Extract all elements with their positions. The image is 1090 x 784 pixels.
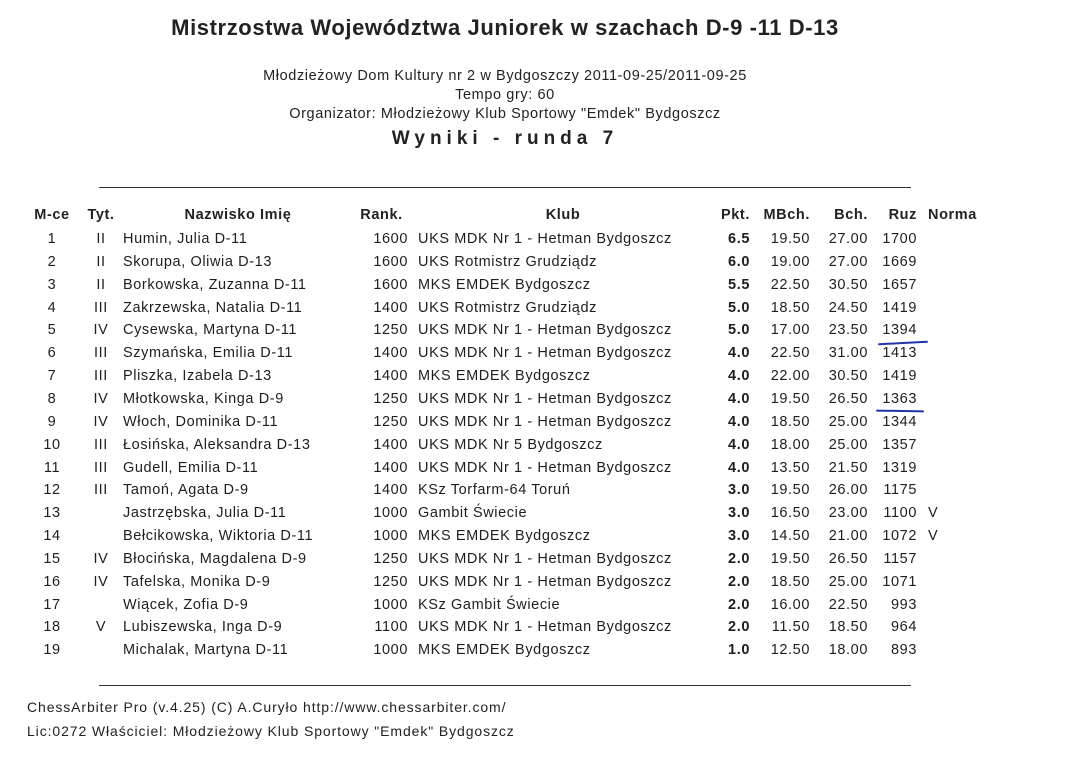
top-divider	[99, 187, 911, 188]
organizer-line: Organizator: Młodzieżowy Klub Sportowy "Emdek" Bydgoszcz	[289, 106, 721, 122]
bch-cell: 27.00	[828, 253, 868, 270]
ruz-cell: 1175	[883, 482, 917, 499]
ruz-cell: 1157	[883, 550, 917, 567]
table-row	[0, 414, 1090, 436]
title-cell: III	[94, 368, 108, 385]
points-cell: 4.0	[728, 436, 750, 453]
points-cell: 6.0	[728, 253, 750, 270]
place-cell: 4	[47, 299, 57, 316]
club-cell: UKS MDK Nr 1 - Hetman Bydgoszcz	[418, 619, 672, 636]
mbch-cell: 16.00	[770, 596, 810, 613]
ruz-cell: 1072	[882, 528, 917, 545]
page-title: Mistrzostwa Województwa Juniorek w szachach D-9 -11 D-13	[171, 15, 839, 40]
rank-cell: 1400	[373, 436, 408, 453]
club-cell: MKS EMDEK Bydgoszcz	[418, 528, 591, 545]
rank-cell: 1400	[373, 345, 408, 362]
points-cell: 4.0	[728, 459, 750, 476]
points-cell: 4.0	[728, 390, 750, 407]
title-cell: IV	[93, 550, 109, 567]
ruz-cell: 1419	[882, 299, 917, 316]
club-cell: KSz Gambit Świecie	[418, 596, 561, 613]
place-cell: 10	[43, 436, 61, 453]
table-row	[0, 619, 1090, 641]
bch-cell: 22.50	[828, 596, 868, 613]
ruz-cell: 1700	[882, 231, 917, 247]
place-cell: 16	[43, 573, 61, 590]
points-cell: 2.0	[728, 573, 750, 590]
points-cell: 2.0	[728, 619, 750, 636]
mbch-cell: 12.50	[770, 642, 810, 659]
col-header-points: Pkt.	[721, 207, 750, 223]
player-name-cell: Skorupa, Oliwia D-13	[123, 253, 272, 270]
place-cell: 12	[43, 482, 61, 499]
norm-cell: V	[928, 528, 939, 545]
place-cell: 6	[47, 345, 57, 362]
points-cell: 3.0	[728, 482, 750, 499]
ruz-cell: 1394	[882, 322, 917, 339]
bch-cell: 21.00	[828, 528, 868, 545]
bch-cell: 30.50	[828, 276, 868, 293]
table-row	[0, 391, 1090, 413]
mbch-cell: 18.50	[770, 573, 810, 590]
points-cell: 6.5	[728, 231, 750, 247]
title-cell: III	[94, 345, 108, 362]
table-row	[0, 460, 1090, 482]
player-name-cell: Lubiszewska, Inga D-9	[123, 619, 283, 636]
player-name-cell: Błocińska, Magdalena D-9	[123, 550, 307, 567]
player-name-cell: Tamoń, Agata D-9	[123, 482, 249, 499]
mbch-cell: 11.50	[771, 619, 810, 636]
table-row	[0, 300, 1090, 322]
col-header-norm: Norma	[928, 207, 977, 223]
col-header-mbch: MBch.	[763, 207, 810, 223]
mbch-cell: 22.50	[770, 276, 810, 293]
venue-line: Młodzieżowy Dom Kultury nr 2 w Bydgoszczy 2011-09-25/2011-09-25	[263, 68, 747, 84]
points-cell: 5.5	[728, 276, 750, 293]
player-name-cell: Wiącek, Zofia D-9	[123, 596, 249, 613]
player-name-cell: Michalak, Martyna D-11	[123, 642, 289, 659]
rank-cell: 1600	[373, 276, 408, 293]
rank-cell: 1000	[373, 596, 408, 613]
place-cell: 19	[43, 642, 61, 659]
mbch-cell: 19.50	[770, 482, 810, 499]
club-cell: KSz Torfarm-64 Toruń	[418, 482, 571, 499]
ruz-cell: 1669	[882, 253, 917, 270]
club-cell: UKS MDK Nr 1 - Hetman Bydgoszcz	[418, 573, 672, 590]
bch-cell: 26.50	[828, 550, 868, 567]
bch-cell: 25.00	[828, 413, 868, 430]
rank-cell: 1000	[373, 505, 408, 522]
player-name-cell: Jastrzębska, Julia D-11	[123, 505, 287, 522]
club-cell: UKS MDK Nr 1 - Hetman Bydgoszcz	[418, 459, 672, 476]
rank-cell: 1250	[373, 322, 408, 339]
rank-cell: 1600	[373, 231, 408, 247]
table-row	[0, 642, 1090, 664]
title-cell: V	[95, 619, 107, 636]
table-row	[0, 574, 1090, 596]
bch-cell: 25.00	[828, 573, 868, 590]
player-name-cell: Borkowska, Zuzanna D-11	[123, 276, 307, 293]
table-row	[0, 254, 1090, 276]
title-cell: IV	[93, 322, 109, 339]
bch-cell: 30.50	[828, 368, 868, 385]
bch-cell: 18.00	[828, 642, 868, 659]
rank-cell: 1250	[373, 573, 408, 590]
col-header-ruz: Ruz	[888, 207, 917, 223]
bch-cell: 23.50	[828, 322, 868, 339]
points-cell: 1.0	[728, 642, 750, 659]
col-header-place: M-ce	[34, 207, 70, 223]
place-cell: 15	[43, 550, 61, 567]
points-cell: 5.0	[728, 299, 750, 316]
rank-cell: 1400	[373, 368, 408, 385]
club-cell: UKS MDK Nr 1 - Hetman Bydgoszcz	[418, 390, 672, 407]
rank-cell: 1400	[373, 299, 408, 316]
club-cell: UKS Rotmistrz Grudziądz	[418, 253, 597, 270]
rank-cell: 1000	[373, 642, 408, 659]
player-name-cell: Gudell, Emilia D-11	[123, 459, 259, 476]
points-cell: 3.0	[728, 505, 750, 522]
table-row	[0, 551, 1090, 573]
table-row	[0, 597, 1090, 619]
place-cell: 1	[47, 231, 57, 247]
points-cell: 4.0	[728, 413, 750, 430]
ruz-cell: 1071	[882, 573, 917, 590]
ruz-cell: 1363	[882, 390, 917, 407]
place-cell: 3	[47, 276, 57, 293]
title-cell: III	[94, 299, 108, 316]
title-cell: IV	[93, 390, 109, 407]
points-cell: 4.0	[728, 345, 750, 362]
club-cell: MKS EMDEK Bydgoszcz	[418, 368, 591, 385]
ruz-cell: 993	[891, 596, 917, 613]
mbch-cell: 18.50	[770, 413, 810, 430]
title-cell: IV	[93, 573, 109, 590]
player-name-cell: Włoch, Dominika D-11	[123, 413, 279, 430]
mbch-cell: 17.00	[770, 322, 810, 339]
mbch-cell: 22.00	[770, 368, 810, 385]
ruz-cell: 1344	[882, 413, 917, 430]
mbch-cell: 18.50	[770, 299, 810, 316]
table-row	[0, 437, 1090, 459]
table-row	[0, 277, 1090, 299]
player-name-cell: Szymańska, Emilia D-11	[123, 345, 294, 362]
player-name-cell: Bełcikowska, Wiktoria D-11	[123, 528, 314, 545]
bch-cell: 21.50	[828, 459, 868, 476]
mbch-cell: 14.50	[770, 528, 810, 545]
place-cell: 18	[43, 619, 61, 636]
bch-cell: 25.00	[828, 436, 868, 453]
club-cell: UKS MDK Nr 1 - Hetman Bydgoszcz	[418, 345, 672, 362]
ruz-cell: 893	[891, 642, 917, 659]
club-cell: MKS EMDEK Bydgoszcz	[418, 642, 591, 659]
table-row	[0, 345, 1090, 367]
rank-cell: 1600	[373, 253, 408, 270]
rank-cell: 1400	[373, 459, 408, 476]
club-cell: UKS MDK Nr 1 - Hetman Bydgoszcz	[418, 231, 672, 247]
ruz-cell: 1357	[882, 436, 917, 453]
mbch-cell: 22.50	[770, 345, 810, 362]
mbch-cell: 13.50	[770, 459, 810, 476]
col-header-bch: Bch.	[834, 207, 868, 223]
points-cell: 3.0	[728, 528, 750, 545]
club-cell: UKS MDK Nr 5 Bydgoszcz	[418, 436, 603, 453]
club-cell: Gambit Świecie	[418, 505, 528, 522]
tempo-line: Tempo gry: 60	[455, 87, 555, 103]
points-cell: 4.0	[728, 368, 750, 385]
bch-cell: 26.50	[828, 390, 868, 407]
bch-cell: 27.00	[828, 231, 868, 247]
mbch-cell: 18.00	[770, 436, 810, 453]
place-cell: 13	[43, 505, 61, 522]
ruz-cell: 1657	[882, 276, 917, 293]
title-cell: IV	[93, 413, 109, 430]
rank-cell: 1250	[373, 550, 408, 567]
player-name-cell: Pliszka, Izabela D-13	[123, 368, 272, 385]
software-credit: ChessArbiter Pro (v.4.25) (C) A.Curyło http://www.chessarbiter.com/	[27, 699, 507, 715]
col-header-title: Tyt.	[87, 207, 115, 223]
norm-cell: V	[928, 505, 939, 522]
player-name-cell: Łosińska, Aleksandra D-13	[123, 436, 311, 453]
player-name-cell: Humin, Julia D-11	[123, 231, 248, 247]
club-cell: MKS EMDEK Bydgoszcz	[418, 276, 591, 293]
ruz-cell: 1413	[882, 345, 917, 362]
ruz-cell: 964	[891, 619, 917, 636]
title-cell: II	[96, 253, 106, 270]
title-cell: II	[96, 276, 106, 293]
place-cell: 9	[47, 413, 57, 430]
bch-cell: 23.00	[828, 505, 868, 522]
title-cell: II	[96, 231, 106, 247]
place-cell: 5	[47, 322, 57, 339]
rank-cell: 1100	[374, 619, 408, 636]
table-row	[0, 505, 1090, 527]
player-name-cell: Zakrzewska, Natalia D-11	[123, 299, 303, 316]
mbch-cell: 19.00	[770, 253, 810, 270]
table-row	[0, 231, 1090, 253]
mbch-cell: 19.50	[770, 231, 810, 247]
rank-cell: 1250	[373, 390, 408, 407]
player-name-cell: Cysewska, Martyna D-11	[123, 322, 298, 339]
round-heading: Wyniki - runda 7	[391, 128, 619, 149]
bch-cell: 24.50	[828, 299, 868, 316]
mbch-cell: 16.50	[770, 505, 810, 522]
place-cell: 8	[47, 390, 57, 407]
rank-cell: 1400	[373, 482, 408, 499]
table-row	[0, 368, 1090, 390]
col-header-name: Nazwisko Imię	[184, 207, 292, 223]
mbch-cell: 19.50	[770, 550, 810, 567]
rank-cell: 1250	[373, 413, 408, 430]
club-cell: UKS MDK Nr 1 - Hetman Bydgoszcz	[418, 550, 672, 567]
col-header-club: Klub	[545, 207, 581, 223]
player-name-cell: Młotkowska, Kinga D-9	[123, 390, 284, 407]
place-cell: 17	[43, 596, 61, 613]
table-row	[0, 482, 1090, 504]
place-cell: 7	[47, 368, 57, 385]
mbch-cell: 19.50	[770, 390, 810, 407]
bch-cell: 31.00	[828, 345, 868, 362]
points-cell: 2.0	[728, 596, 750, 613]
ruz-cell: 1100	[883, 505, 917, 522]
bottom-divider	[99, 685, 911, 686]
place-cell: 2	[47, 253, 57, 270]
bch-cell: 26.00	[828, 482, 868, 499]
license-line: Lic:0272 Właściciel: Młodzieżowy Klub Sportowy "Emdek" Bydgoszcz	[27, 723, 515, 739]
ruz-cell: 1419	[882, 368, 917, 385]
place-cell: 14	[43, 528, 61, 545]
club-cell: UKS MDK Nr 1 - Hetman Bydgoszcz	[418, 413, 672, 430]
points-cell: 2.0	[728, 550, 750, 567]
player-name-cell: Tafelska, Monika D-9	[123, 573, 271, 590]
bch-cell: 18.50	[828, 619, 868, 636]
col-header-rank: Rank.	[360, 207, 403, 223]
place-cell: 11	[43, 459, 61, 476]
rank-cell: 1000	[373, 528, 408, 545]
table-row	[0, 528, 1090, 550]
title-cell: III	[94, 436, 108, 453]
ruz-cell: 1319	[882, 459, 917, 476]
points-cell: 5.0	[728, 322, 750, 339]
title-cell: III	[94, 459, 108, 476]
club-cell: UKS Rotmistrz Grudziądz	[418, 299, 597, 316]
title-cell: III	[94, 482, 108, 499]
club-cell: UKS MDK Nr 1 - Hetman Bydgoszcz	[418, 322, 672, 339]
